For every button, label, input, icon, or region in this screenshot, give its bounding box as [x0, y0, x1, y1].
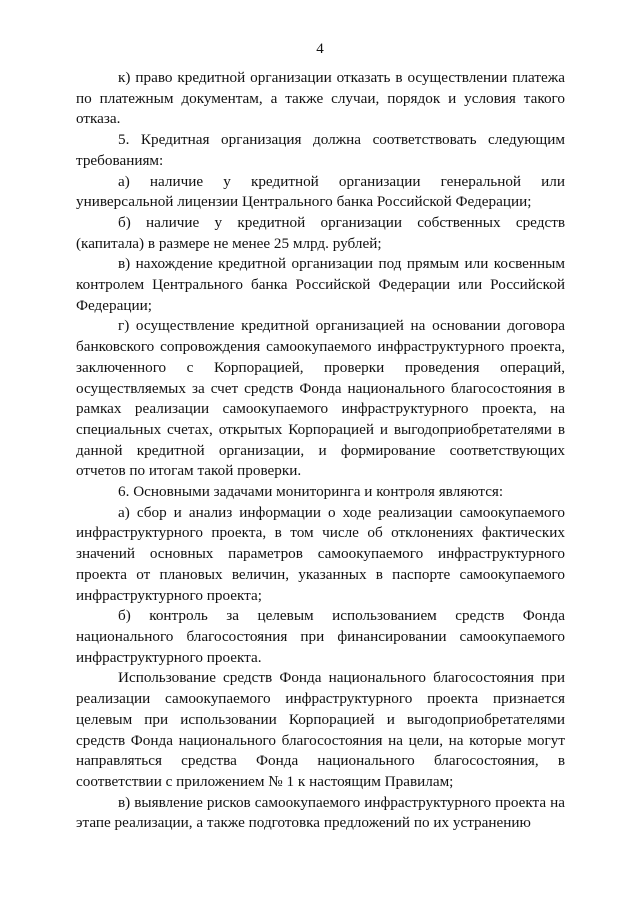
paragraph-section-5: 5. Кредитная организация должна соответствовать следующим требованиям:: [76, 131, 565, 169]
paragraph-item-6v: в) выявление рисков самоокупаемого инфраструктурного проекта на этапе реализации, а также подготовка предложений по их устранению: [76, 793, 565, 832]
paragraph-item-5a: а) наличие у кредитной организации генеральной или универсальной лицензии Центрального банка Российской Федерации;: [76, 172, 565, 211]
paragraph-item-k: к) право кредитной организации отказать в осуществлении платежа по платежным документам, а также случаи, порядок и условия такого отказа.: [76, 69, 565, 128]
paragraph-item-5b: б) наличие у кредитной организации собственных средств (капитала) в размере не менее 25 млрд. рублей;: [76, 213, 565, 252]
paragraph-item-6b-note: Использование средств Фонда национального благосостояния при реализации самоокупаемого инфраструктурного проекта признается целевым при использовании Корпорацией и выгодоприобретателями средств Фонда национального благосостояния на цели, на которые могут направляться средства Фонда национального благосостояния, в соответствии с приложением № 1 к настоящим Правилам;: [76, 669, 565, 790]
paragraph-section-6: 6. Основными задачами мониторинга и контроля являются:: [118, 483, 504, 501]
paragraph-item-6b: б) контроль за целевым использованием средств Фонда национального благосостояния при финансировании самоокупаемого инфраструктурного проекта.: [76, 607, 565, 666]
page-number: 4: [316, 41, 324, 57]
document-body: [76, 68, 565, 834]
paragraph-item-6a: а) сбор и анализ информации о ходе реализации самоокупаемого инфраструктурного проекта, в том числе об отклонениях фактических значений основных параметров самоокупаемого инфраструктурного проекта от плановых величин, указанных в паспорте самоокупаемого инфраструктурного проекта;: [76, 503, 565, 604]
paragraph-item-5v: в) нахождение кредитной организации под прямым или косвенным контролем Центрального банка Российской Федерации или Российской Федерации;: [76, 255, 565, 314]
paragraph-item-5g: г) осуществление кредитной организацией на основании договора банковского сопровождения самоокупаемого инфраструктурного проекта, заключенного с Корпорацией, проверки проведения операций, осуществляемых за счет средств Фонда национального благосостояния в рамках реализации самоокупаемого инфраструктурного проекта, на специальных счетах, открытых Корпорацией и выгодоприобретателями в данной кредитной организации, и формирование соответствующих отчетов по итогам такой проверки.: [76, 317, 565, 480]
